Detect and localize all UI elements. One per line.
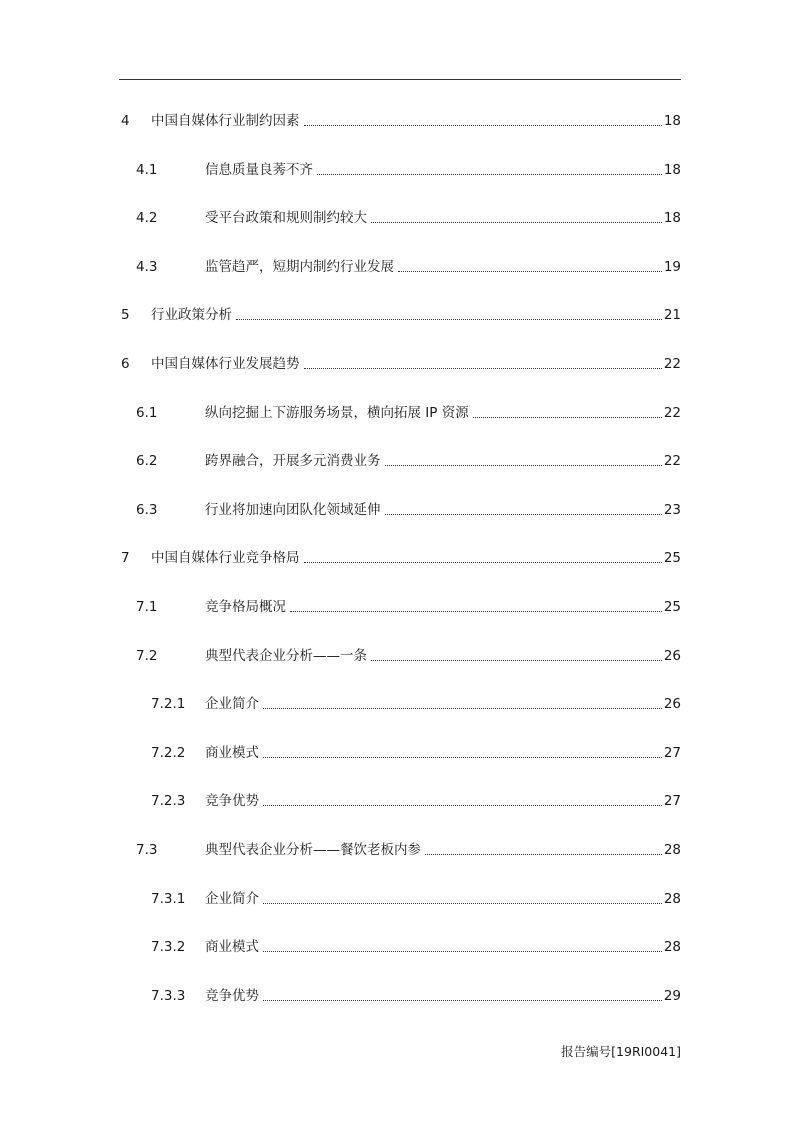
toc-entry[interactable] — [136, 400, 681, 422]
toc-entry-page: 28 — [663, 842, 681, 858]
toc-entry-page: 25 — [663, 550, 681, 567]
toc-entry-title: 行业政策分析 — [151, 307, 232, 324]
toc-dot-leader — [263, 708, 662, 709]
toc-entry-title: 竞争优势 — [205, 793, 259, 810]
toc-entry-page: 26 — [663, 696, 681, 713]
toc-entry-number: 7.3.3 — [151, 987, 186, 1004]
toc-dot-leader — [263, 903, 662, 904]
toc-dot-leader — [473, 417, 662, 418]
toc-entry-title: 企业简介 — [205, 890, 259, 907]
toc-entry-title: 竞争优势 — [205, 987, 259, 1004]
toc-entry-number: 4 — [121, 113, 130, 129]
toc-dot-leader — [263, 1000, 662, 1001]
toc-dot-leader — [290, 611, 662, 612]
toc-entry-page: 18 — [663, 210, 681, 227]
toc-entry-number: 4.2 — [136, 210, 158, 227]
toc-dot-leader — [385, 465, 662, 466]
toc-dot-leader — [304, 125, 662, 126]
toc-entry[interactable] — [121, 108, 681, 130]
toc-entry-page: 22 — [663, 356, 681, 372]
toc-dot-leader — [398, 271, 662, 272]
toc-entry-number: 7 — [121, 550, 130, 567]
toc-entry-number: 7.2 — [136, 647, 158, 664]
toc-entry-page: 21 — [663, 307, 681, 324]
toc-entry-page: 18 — [663, 161, 681, 178]
toc-entry-number: 7.1 — [136, 599, 158, 615]
toc-dot-leader — [371, 222, 662, 223]
toc-dot-leader — [304, 562, 662, 563]
toc-entry-title: 监管趋严，短期内制约行业发展 — [205, 258, 394, 275]
toc-entry-title: 商业模式 — [205, 744, 259, 761]
toc-entry[interactable] — [136, 497, 681, 519]
toc-entry-number: 4.3 — [136, 258, 158, 275]
toc-entry[interactable] — [121, 545, 681, 567]
toc-entry-title: 纵向挖掘上下游服务场景，横向拓展 IP 资源 — [205, 404, 469, 421]
toc-entry-page: 28 — [663, 939, 681, 956]
toc-entry-page: 27 — [663, 793, 681, 810]
toc-entry-page: 19 — [663, 258, 681, 275]
toc-entry-number: 7.3.2 — [151, 939, 186, 956]
toc-entry-page: 27 — [663, 744, 681, 761]
toc-entry-number: 7.3 — [136, 842, 158, 858]
toc-entry[interactable] — [151, 983, 681, 1005]
toc-entry-title: 竞争格局概况 — [205, 599, 286, 615]
toc-dot-leader — [263, 951, 662, 952]
toc-dot-leader — [236, 319, 662, 320]
toc-entry[interactable] — [136, 448, 681, 470]
toc-dot-leader — [371, 660, 662, 661]
toc-entry[interactable] — [136, 837, 681, 859]
toc-entry-page: 22 — [663, 453, 681, 470]
toc-entry-number: 7.3.1 — [151, 890, 186, 907]
toc-entry-page: 25 — [663, 599, 681, 615]
toc-entry-title: 信息质量良莠不齐 — [205, 161, 313, 178]
toc-entry-number: 6.3 — [136, 501, 158, 518]
toc-entry-number: 5 — [121, 307, 130, 324]
toc-dot-leader — [317, 174, 662, 175]
toc-entry[interactable] — [136, 254, 681, 276]
toc-entry-number: 7.2.3 — [151, 793, 186, 810]
toc-entry-title: 行业将加速向团队化领域延伸 — [205, 501, 381, 518]
toc-entry[interactable] — [151, 886, 681, 908]
toc-dot-leader — [425, 854, 662, 855]
toc-entry[interactable] — [121, 351, 681, 373]
toc-entry-title: 跨界融合，开展多元消费业务 — [205, 453, 381, 470]
toc-entry[interactable] — [136, 205, 681, 227]
toc-dot-leader — [263, 805, 662, 806]
toc-entry[interactable] — [151, 934, 681, 956]
toc-entry-page: 22 — [663, 404, 681, 421]
toc-entry[interactable] — [136, 643, 681, 665]
toc-dot-leader — [385, 514, 662, 515]
toc-entry[interactable] — [151, 788, 681, 810]
toc-entry-number: 7.2.2 — [151, 744, 186, 761]
toc-entry-title: 中国自媒体行业制约因素 — [151, 113, 300, 129]
toc-dot-leader — [304, 368, 662, 369]
toc-entry-page: 26 — [663, 647, 681, 664]
report-number: 报告编号[19RI0041] — [561, 1044, 681, 1059]
toc-entry[interactable] — [151, 691, 681, 713]
toc-entry[interactable] — [151, 740, 681, 762]
toc-entry-page: 18 — [663, 113, 681, 129]
toc-entry-title: 中国自媒体行业竞争格局 — [151, 550, 300, 567]
toc-entry-number: 6.1 — [136, 404, 158, 421]
toc-dot-leader — [263, 757, 662, 758]
toc-entry-title: 商业模式 — [205, 939, 259, 956]
toc-entry-number: 6 — [121, 356, 130, 372]
toc-entry-title: 典型代表企业分析——餐饮老板内参 — [205, 842, 421, 858]
toc-entry-page: 28 — [663, 890, 681, 907]
toc-entry[interactable] — [121, 302, 681, 324]
toc-entry-number: 4.1 — [136, 161, 158, 178]
toc-entry-title: 典型代表企业分析——一条 — [205, 647, 367, 664]
toc-entry-number: 6.2 — [136, 453, 158, 470]
toc-entry-title: 受平台政策和规则制约较大 — [205, 210, 367, 227]
toc-entry-title: 中国自媒体行业发展趋势 — [151, 356, 300, 372]
toc-entry-page: 29 — [663, 987, 681, 1004]
toc-entry[interactable] — [136, 594, 681, 616]
toc-entry-number: 7.2.1 — [151, 696, 186, 713]
toc-entry-page: 23 — [663, 501, 681, 518]
toc-entry-title: 企业简介 — [205, 696, 259, 713]
toc-entry[interactable] — [136, 157, 681, 179]
